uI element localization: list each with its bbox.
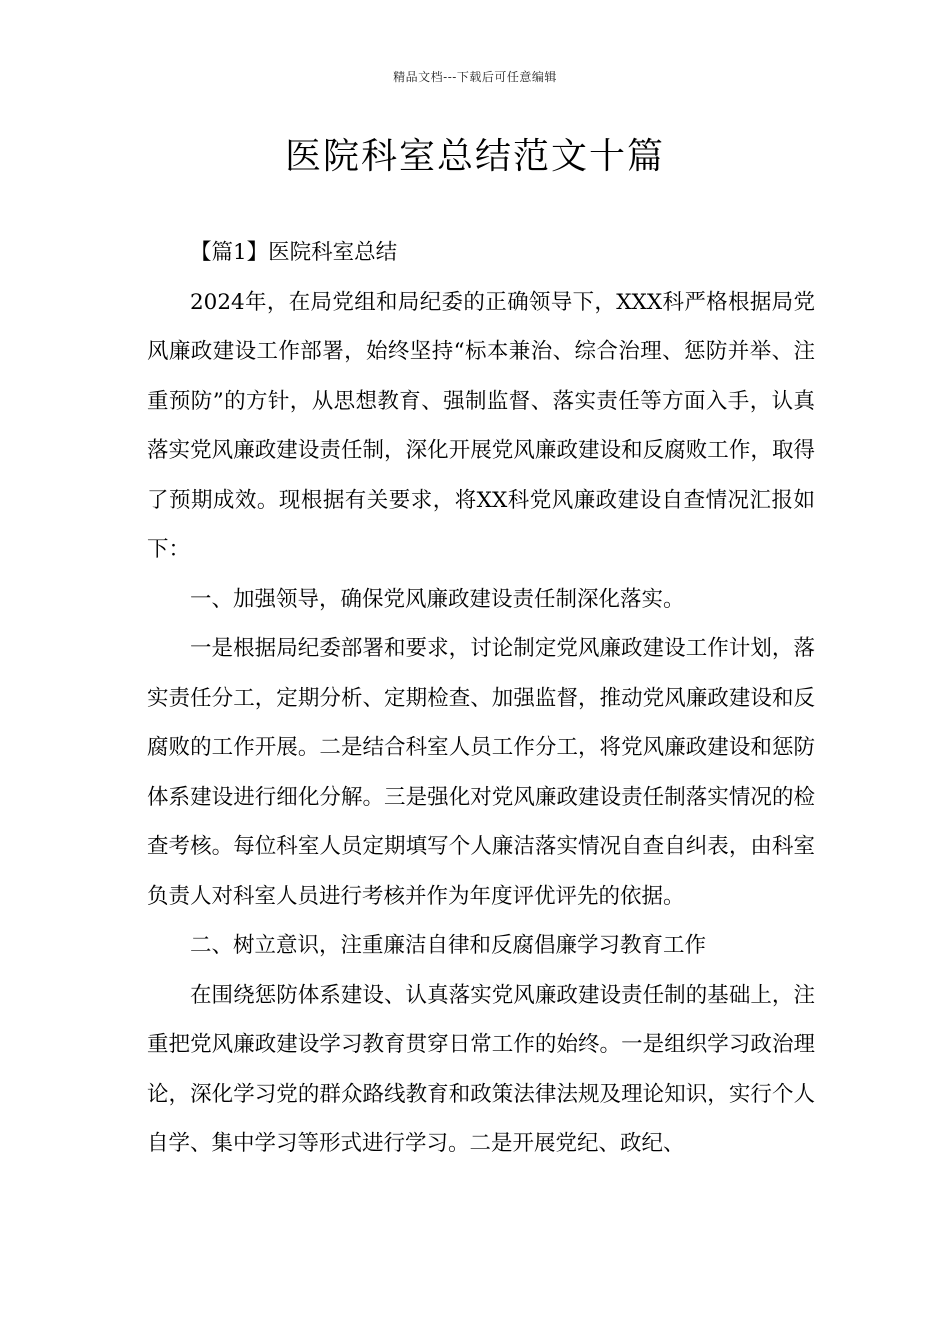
body-paragraph: 在围绕惩防体系建设、认真落实党风廉政建设责任制的基础上，注重把党风廉政建设学习教育贯穿日常工作的始终。一是组织学习政治理论，深化学习党的群众路线教育和政策法律法规及理论知识，实行个人自学、集中学习等形式进行学习。二是开展党纪、政纪、 <box>147 982 815 1156</box>
body-paragraph: 2024年，在局党组和局纪委的正确领导下，XXX科严格根据局党风廉政建设工作部署，始终坚持“标本兼治、综合治理、惩防并举、注重预防”的方针，从思想教育、强制监督、落实责任等方面入手，认真落实党风廉政建设责任制，深化开展党风廉政建设和反腐败工作，取得了预期成效。现根据有关要求，将XX科党风廉政建设自查情况汇报如下： <box>147 289 815 562</box>
body-paragraph: 一是根据局纪委部署和要求，讨论制定党风廉政建设工作计划，落实责任分工，定期分析、定期检查、加强监督，推动党风廉政建设和反腐败的工作开展。二是结合科室人员工作分工，将党风廉政建设和惩防体系建设进行细化分解。三是强化对党风廉政建设责任制落实情况的检查考核。每位科室人员定期填写个人廉洁落实情况自查自纠表，由科室负责人对科室人员进行考核并作为年度评优评先的依据。 <box>147 636 815 909</box>
header-note: 精品文档---下载后可任意编辑 <box>393 70 557 84</box>
document-title: 医院科室总结范文十篇 <box>284 136 665 177</box>
document-body <box>147 228 815 1169</box>
subsection-heading: 一、加强领导，确保党风廉政建设责任制深化落实。 <box>190 586 685 612</box>
section-heading: 【篇1】医院科室总结 <box>190 240 398 265</box>
subsection-heading: 二、树立意识，注重廉洁自律和反腐倡廉学习教育工作 <box>190 933 707 958</box>
